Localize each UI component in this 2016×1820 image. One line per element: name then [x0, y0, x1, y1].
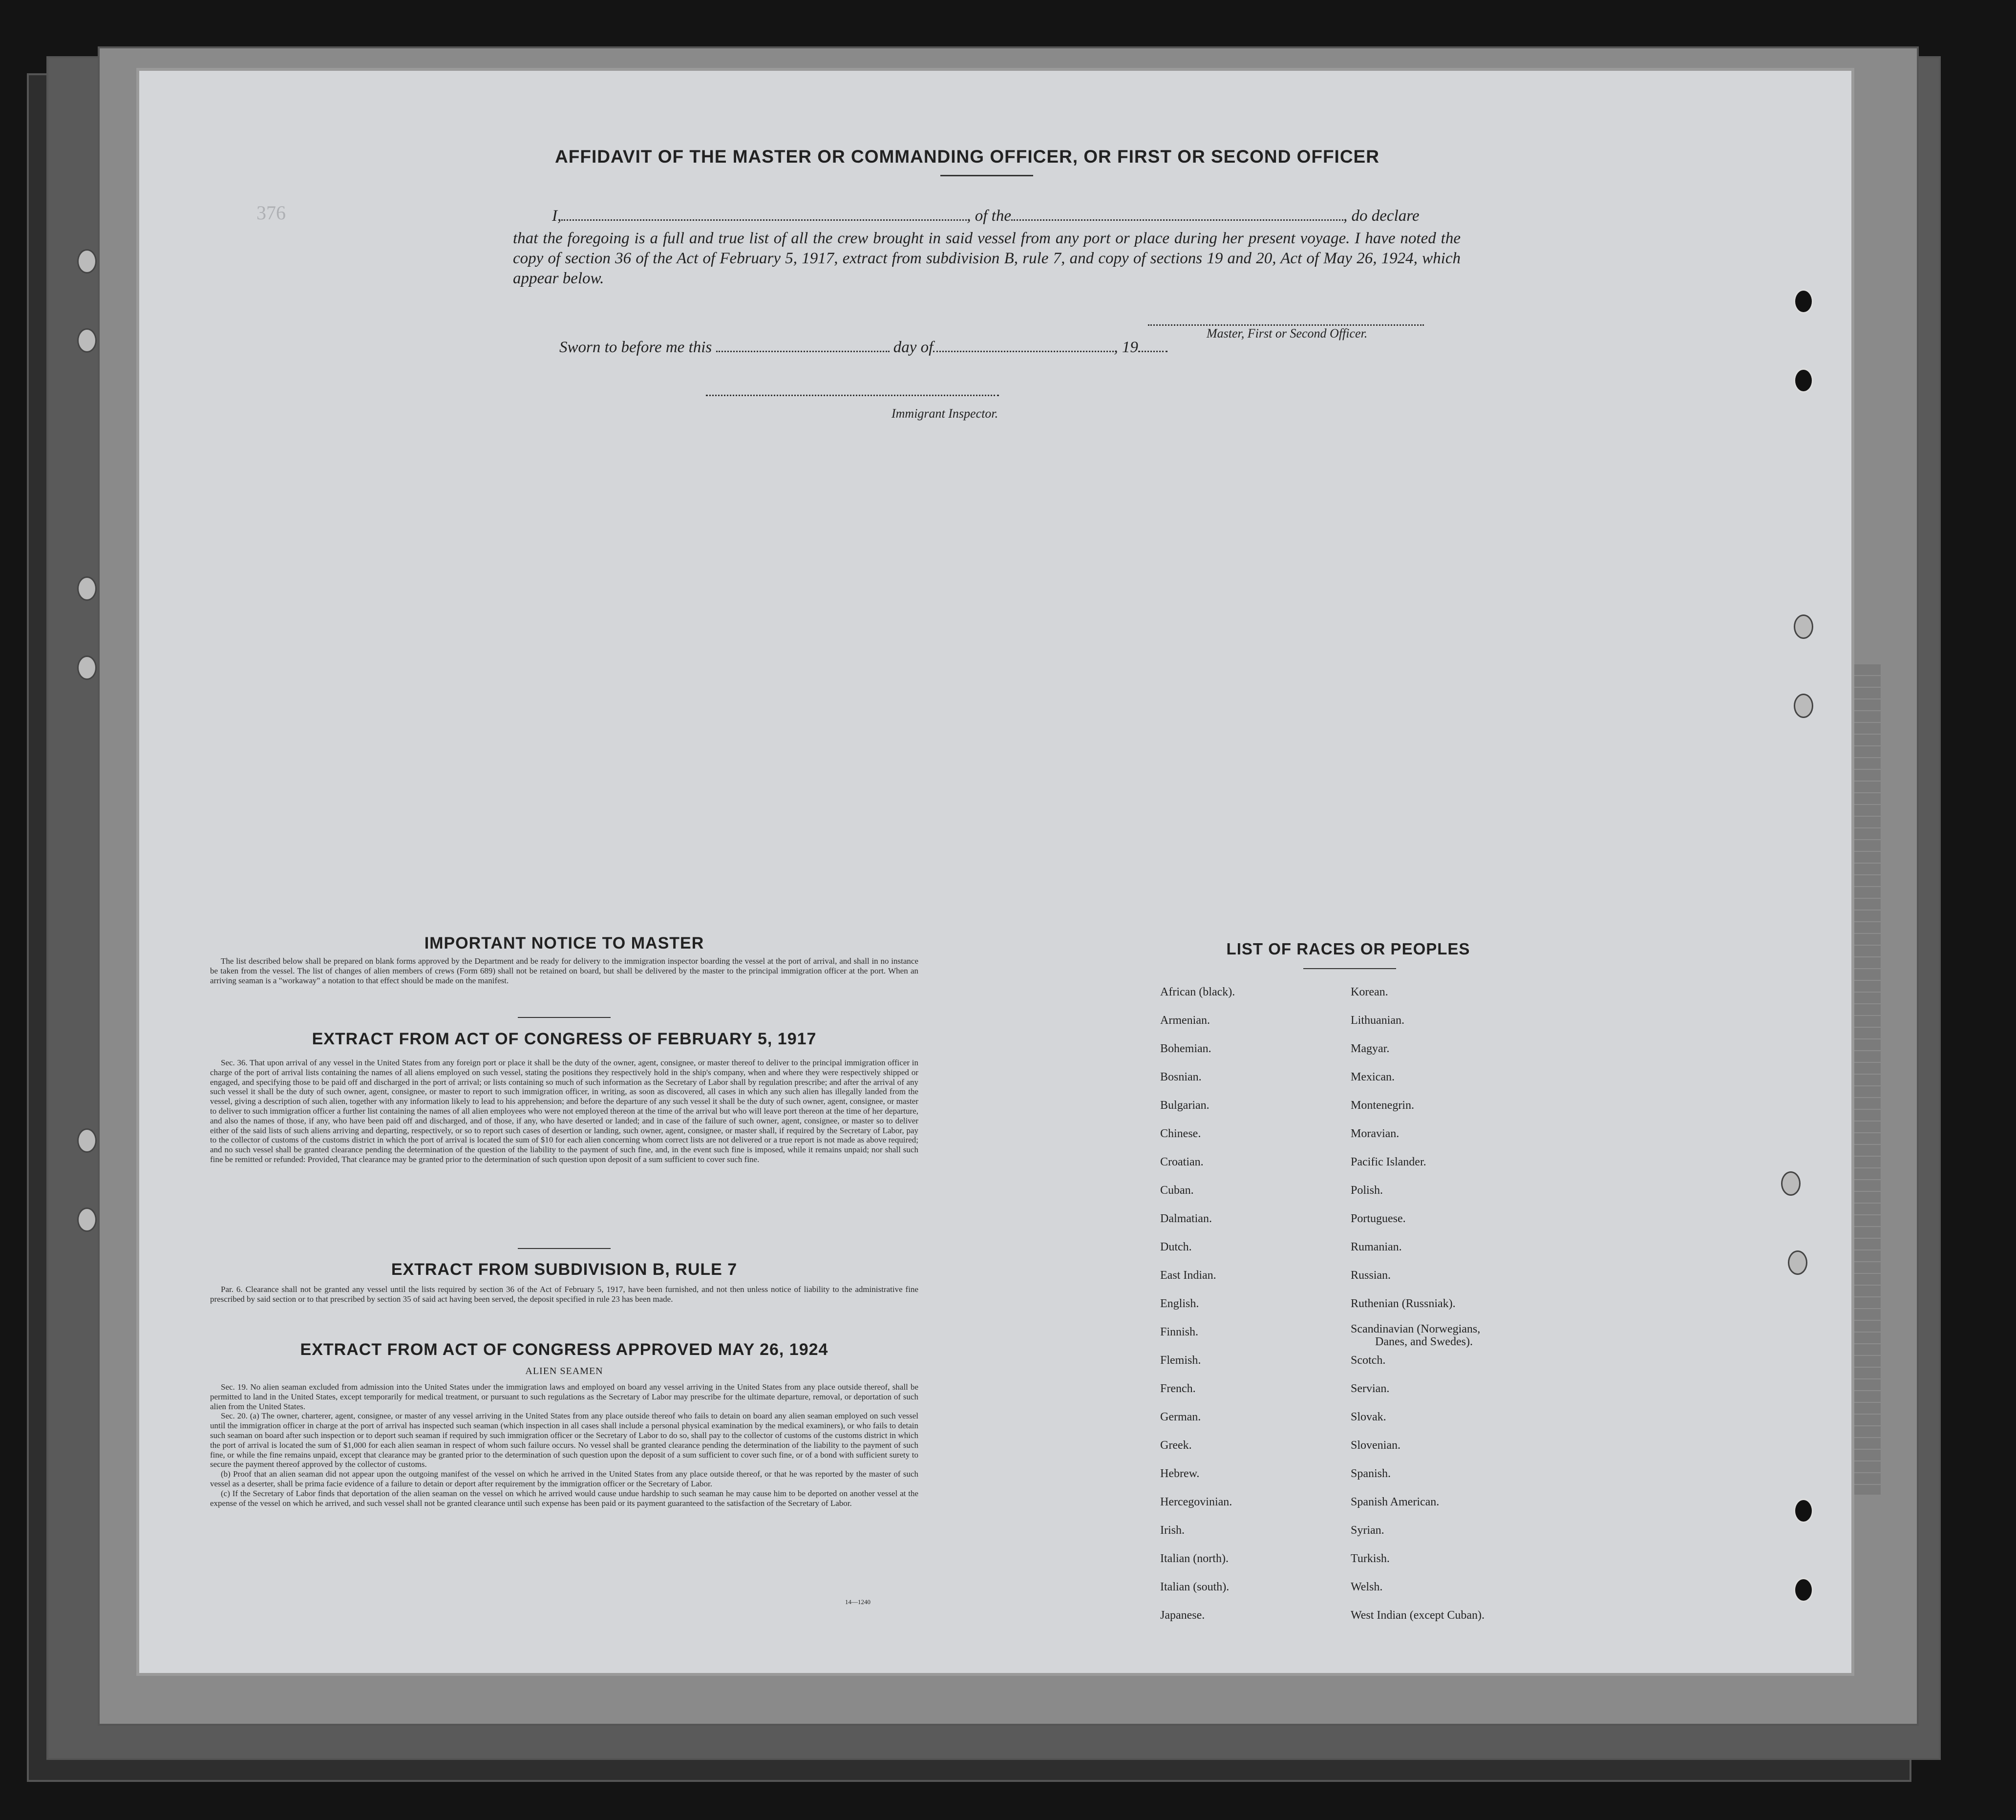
punch-hole: [1781, 1171, 1801, 1196]
punch-hole: [77, 249, 97, 274]
section-rule: [518, 1017, 611, 1018]
race-item: Italian (south).: [1160, 1581, 1230, 1593]
sworn-day-blank[interactable]: [716, 345, 890, 352]
master-signature-line[interactable]: [1148, 324, 1424, 326]
affidavit-body: that the foregoing is a full and true list of all the crew brought in said vessel from any port or place during her present voyage. I have noted the copy of section 36 of the Act of February 5, 1917, extract from subdivision B, rule 7, and copy of sections 19 and 20, Act of May 26, 1924, which appear below.: [513, 230, 1461, 287]
race-item: Turkish.: [1351, 1552, 1390, 1565]
race-item: Flemish.: [1160, 1354, 1201, 1367]
form-number: 14—1240: [845, 1598, 870, 1606]
race-item-continuation: Danes, and Swedes).: [1375, 1335, 1473, 1348]
race-item: Magyar.: [1351, 1042, 1390, 1055]
title-rule: [940, 175, 1033, 176]
name-blank[interactable]: [561, 213, 967, 221]
race-item: Pacific Islander.: [1351, 1156, 1426, 1168]
race-item: French.: [1160, 1382, 1196, 1395]
race-item: Portuguese.: [1351, 1212, 1406, 1225]
race-item: Dutch.: [1160, 1241, 1192, 1253]
sec-20b-paragraph: (b) Proof that an alien seaman did not appear upon the outgoing manifest of the vessel on which he arrived in the United States from any place outside thereof, or that he was reported by the master of such vessel as a deserter, shall be prima facie evidence of a failure to detain or deport after requirement by the immigration officer or the Secretary of Labor.: [210, 1469, 918, 1488]
affidavit-declaration-line: [552, 207, 1461, 225]
race-item: East Indian.: [1160, 1269, 1216, 1282]
race-item: Irish.: [1160, 1524, 1185, 1537]
races-title: LIST OF RACES OR PEOPLES: [1226, 940, 1470, 958]
section-rule: [518, 1248, 611, 1249]
affidavit-title: AFFIDAVIT OF THE MASTER OR COMMANDING OFFICER, OR FIRST OR SECOND OFFICER: [555, 147, 1379, 167]
vessel-blank[interactable]: [1011, 213, 1343, 221]
do-declare-label: , do declare: [1343, 207, 1420, 225]
race-item: Italian (north).: [1160, 1552, 1229, 1565]
punch-hole: [1794, 614, 1813, 639]
punch-hole: [1794, 694, 1813, 718]
race-item: Slovak.: [1351, 1411, 1386, 1423]
inspector-signature-line[interactable]: [706, 395, 999, 396]
punch-hole: [77, 656, 97, 680]
inspector-caption: Immigrant Inspector.: [891, 406, 998, 421]
race-item: Polish.: [1351, 1184, 1383, 1197]
punch-hole: [1794, 289, 1813, 314]
notice-title: IMPORTANT NOTICE TO MASTER: [424, 934, 704, 952]
race-item: Dalmatian.: [1160, 1212, 1212, 1225]
race-item: Rumanian.: [1351, 1241, 1402, 1253]
race-item: Hercegovinian.: [1160, 1496, 1232, 1508]
extract-1917-title: EXTRACT FROM ACT OF CONGRESS OF FEBRUARY 5, 1917: [312, 1030, 817, 1048]
binder-tab-lines: [1851, 664, 1881, 1495]
race-item: Bosnian.: [1160, 1071, 1202, 1083]
extract-rule7-title: EXTRACT FROM SUBDIVISION B, RULE 7: [391, 1260, 738, 1279]
race-item: Slovenian.: [1351, 1439, 1401, 1452]
race-item: Mexican.: [1351, 1071, 1395, 1083]
race-item: English.: [1160, 1297, 1199, 1310]
race-item: Montenegrin.: [1351, 1099, 1414, 1112]
notice-paragraph: The list described below shall be prepared on blank forms approved by the Department and be ready for delivery to the immigration inspector boarding the vessel at the port of arrival, and shall in no instance be taken from the vessel. The list of changes of alien members of crews (Form 689) shall not be retained on board, but shall be delivered by the master to the principal immigration officer at the port. When an arriving seaman is a "workaway" a notation to that effect should be made on the manifest.: [210, 956, 918, 985]
race-item: Russian.: [1351, 1269, 1391, 1282]
punch-hole: [1788, 1250, 1807, 1275]
extract-1917-text: [210, 1058, 918, 1164]
extract-rule7-paragraph: Par. 6. Clearance shall not be granted any vessel until the lists required by section 36 of the Act of February 5, 1917, have been furnished, and not then unless notice of liability to the administrative fine prescribed by said section or to that prescribed by section 35 of said act having been served, the deposit specified in rule 23 has been made.: [210, 1285, 918, 1304]
race-item: Servian.: [1351, 1382, 1390, 1395]
sworn-month-blank[interactable]: [933, 345, 1114, 352]
sec-20a-paragraph: Sec. 20. (a) The owner, charterer, agent, consignee, or master of any vessel arriving in the United States from any place outside thereof who fails to detain on board any alien seaman employed on such vessel until the immigration officer in charge at the port of arrival has inspected such seaman (which inspection in all cases shall include a personal physical examination by the medical examiners), or who fails to detain such seaman on board after such inspection or to deport such seaman if required by such immigration officer or the Secretary of Labor to do so, shall pay to the collector of customs of the customs district in which the port of arrival is located the sum of $1,000 for each alien seaman in respect of whom such failure occurs. No vessel shall be granted clearance pending the determination of the liability to the payment of such fine, or while the fine remains unpaid, except that clearance may be granted prior to the determination of such question upon the deposit of a sum sufficient to cover such fine, or of a bond with sufficient surety to secure the payment thereof approved by the collector of customs.: [210, 1411, 918, 1469]
sworn-label: Sworn to before me this: [559, 339, 712, 356]
sec-20c-paragraph: (c) If the Secretary of Labor finds that deportation of the alien seaman on the vessel on which he arrived would cause undue hardship to such seaman he may cause him to be deported on another vessel at the expense of the vessel on which he arrived, and such vessel shall not be granted clearance until such expense has been paid or its payment guaranteed to the satisfaction of the Secretary of Labor.: [210, 1488, 918, 1508]
race-item: Moravian.: [1351, 1127, 1400, 1140]
race-item: Syrian.: [1351, 1524, 1384, 1537]
race-item: Bulgarian.: [1160, 1099, 1210, 1112]
race-item: Scandinavian (Norwegians,: [1351, 1323, 1481, 1335]
punch-hole: [1794, 1499, 1813, 1523]
race-item: West Indian (except Cuban).: [1351, 1609, 1485, 1622]
race-item: African (black).: [1160, 986, 1235, 998]
punch-hole: [77, 328, 97, 353]
race-item: Spanish American.: [1351, 1496, 1440, 1508]
race-item: Scotch.: [1351, 1354, 1386, 1367]
notice-text: [210, 956, 918, 985]
sworn-year-blank[interactable]: [1138, 345, 1167, 352]
punch-hole: [1794, 368, 1813, 393]
race-item: Spanish.: [1351, 1467, 1391, 1480]
races-title-rule: [1303, 968, 1396, 969]
day-of-label: day of: [893, 339, 934, 356]
extract-rule7-text: [210, 1285, 918, 1304]
race-item: Armenian.: [1160, 1014, 1210, 1027]
bleed-through-number: 376: [256, 202, 286, 224]
race-item: Lithuanian.: [1351, 1014, 1404, 1027]
punch-hole: [77, 1128, 97, 1153]
sworn-line: [559, 339, 1167, 357]
master-caption: Master, First or Second Officer.: [1207, 326, 1368, 340]
race-item: Japanese.: [1160, 1609, 1205, 1622]
race-item: Greek.: [1160, 1439, 1192, 1452]
race-item: German.: [1160, 1411, 1201, 1423]
punch-hole: [1794, 1578, 1813, 1602]
extract-1917-paragraph: Sec. 36. That upon arrival of any vessel in the United States from any foreign port or place it shall be the duty of the owner, agent, consignee, or master thereof to deliver to the principal immigration officer in charge of the port of arrival lists containing the names of all aliens employed on such vessel, stating the positions they respectively hold in the ship's company, when and where they were respectively shipped or engaged, and specifying those to be paid off and discharged in the port of arrival; or lists containing so much of such information as the Secretary of Labor shall by regulation prescribe; and after the arrival of any such vessel it shall be the duty of such owner, agent, consignee, or master to report to such immigration officer, in writing, as soon as discovered, all cases in which any such alien has illegally landed from the vessel, giving a description of such alien, together with any information likely to lead to his apprehension; and before the departure of any such vessel it shall be the duty of such owner, agent, consignee, or master to deliver to such immigration officer a further list containing the names of all alien employees who were not employed thereon at the time of the arrival but who will leave port thereon at the time of her departure, and also the names of those, if any, who have been paid off and discharged, and of those, if any, who have deserted or landed; and in case of the failure of such owner, agent, consignee, or master so to deliver either of the said lists of such aliens arriving and departing, respectively, or so to report such cases of desertion or landing, such owner, agent, consignee, or master shall, if required by the Secretary of Labor, pay to the collector of customs of the customs district in which the port of arrival is located the sum of $10 for each alien concerning whom correct lists are not delivered or a true report is not made as above required; and no such vessel shall be granted clearance pending the determination of the question of the liability to the payment of such fine, and, in the event such fine is imposed, while it remains unpaid; nor shall such fine be remitted or refunded: Provided, That clearance may be granted prior to the determination of such question upon deposit of a sum sufficient to cover such fine.: [210, 1058, 918, 1164]
race-item: Chinese.: [1160, 1127, 1201, 1140]
race-item: Cuban.: [1160, 1184, 1194, 1197]
extract-1924-title: EXTRACT FROM ACT OF CONGRESS APPROVED MAY 26, 1924: [300, 1340, 828, 1359]
race-item: Croatian.: [1160, 1156, 1204, 1168]
race-item: Korean.: [1351, 986, 1388, 998]
punch-hole: [77, 576, 97, 601]
extract-1924-text: [210, 1382, 918, 1508]
race-item: Finnish.: [1160, 1326, 1199, 1338]
sec-19-paragraph: Sec. 19. No alien seaman excluded from admission into the United States under the immigration laws and employed on board any vessel arriving in the United States from any place outside thereof, shall be permitted to land in the United States, except temporarily for medical treatment, or pursuant to such regulations as the Secretary of Labor may prescribe for the ultimate departure, removal, or deportation of such alien from the United States.: [210, 1382, 918, 1411]
of-the-label: , of the: [967, 207, 1011, 225]
alien-seamen-subhead: ALIEN SEAMEN: [525, 1366, 603, 1376]
affidavit-i-label: I,: [552, 207, 562, 225]
year-prefix: , 19: [1114, 339, 1138, 356]
race-item: Welsh.: [1351, 1581, 1383, 1593]
race-item: Ruthenian (Russniak).: [1351, 1297, 1456, 1310]
race-item: Bohemian.: [1160, 1042, 1211, 1055]
race-item: Hebrew.: [1160, 1467, 1200, 1480]
punch-hole: [77, 1207, 97, 1232]
